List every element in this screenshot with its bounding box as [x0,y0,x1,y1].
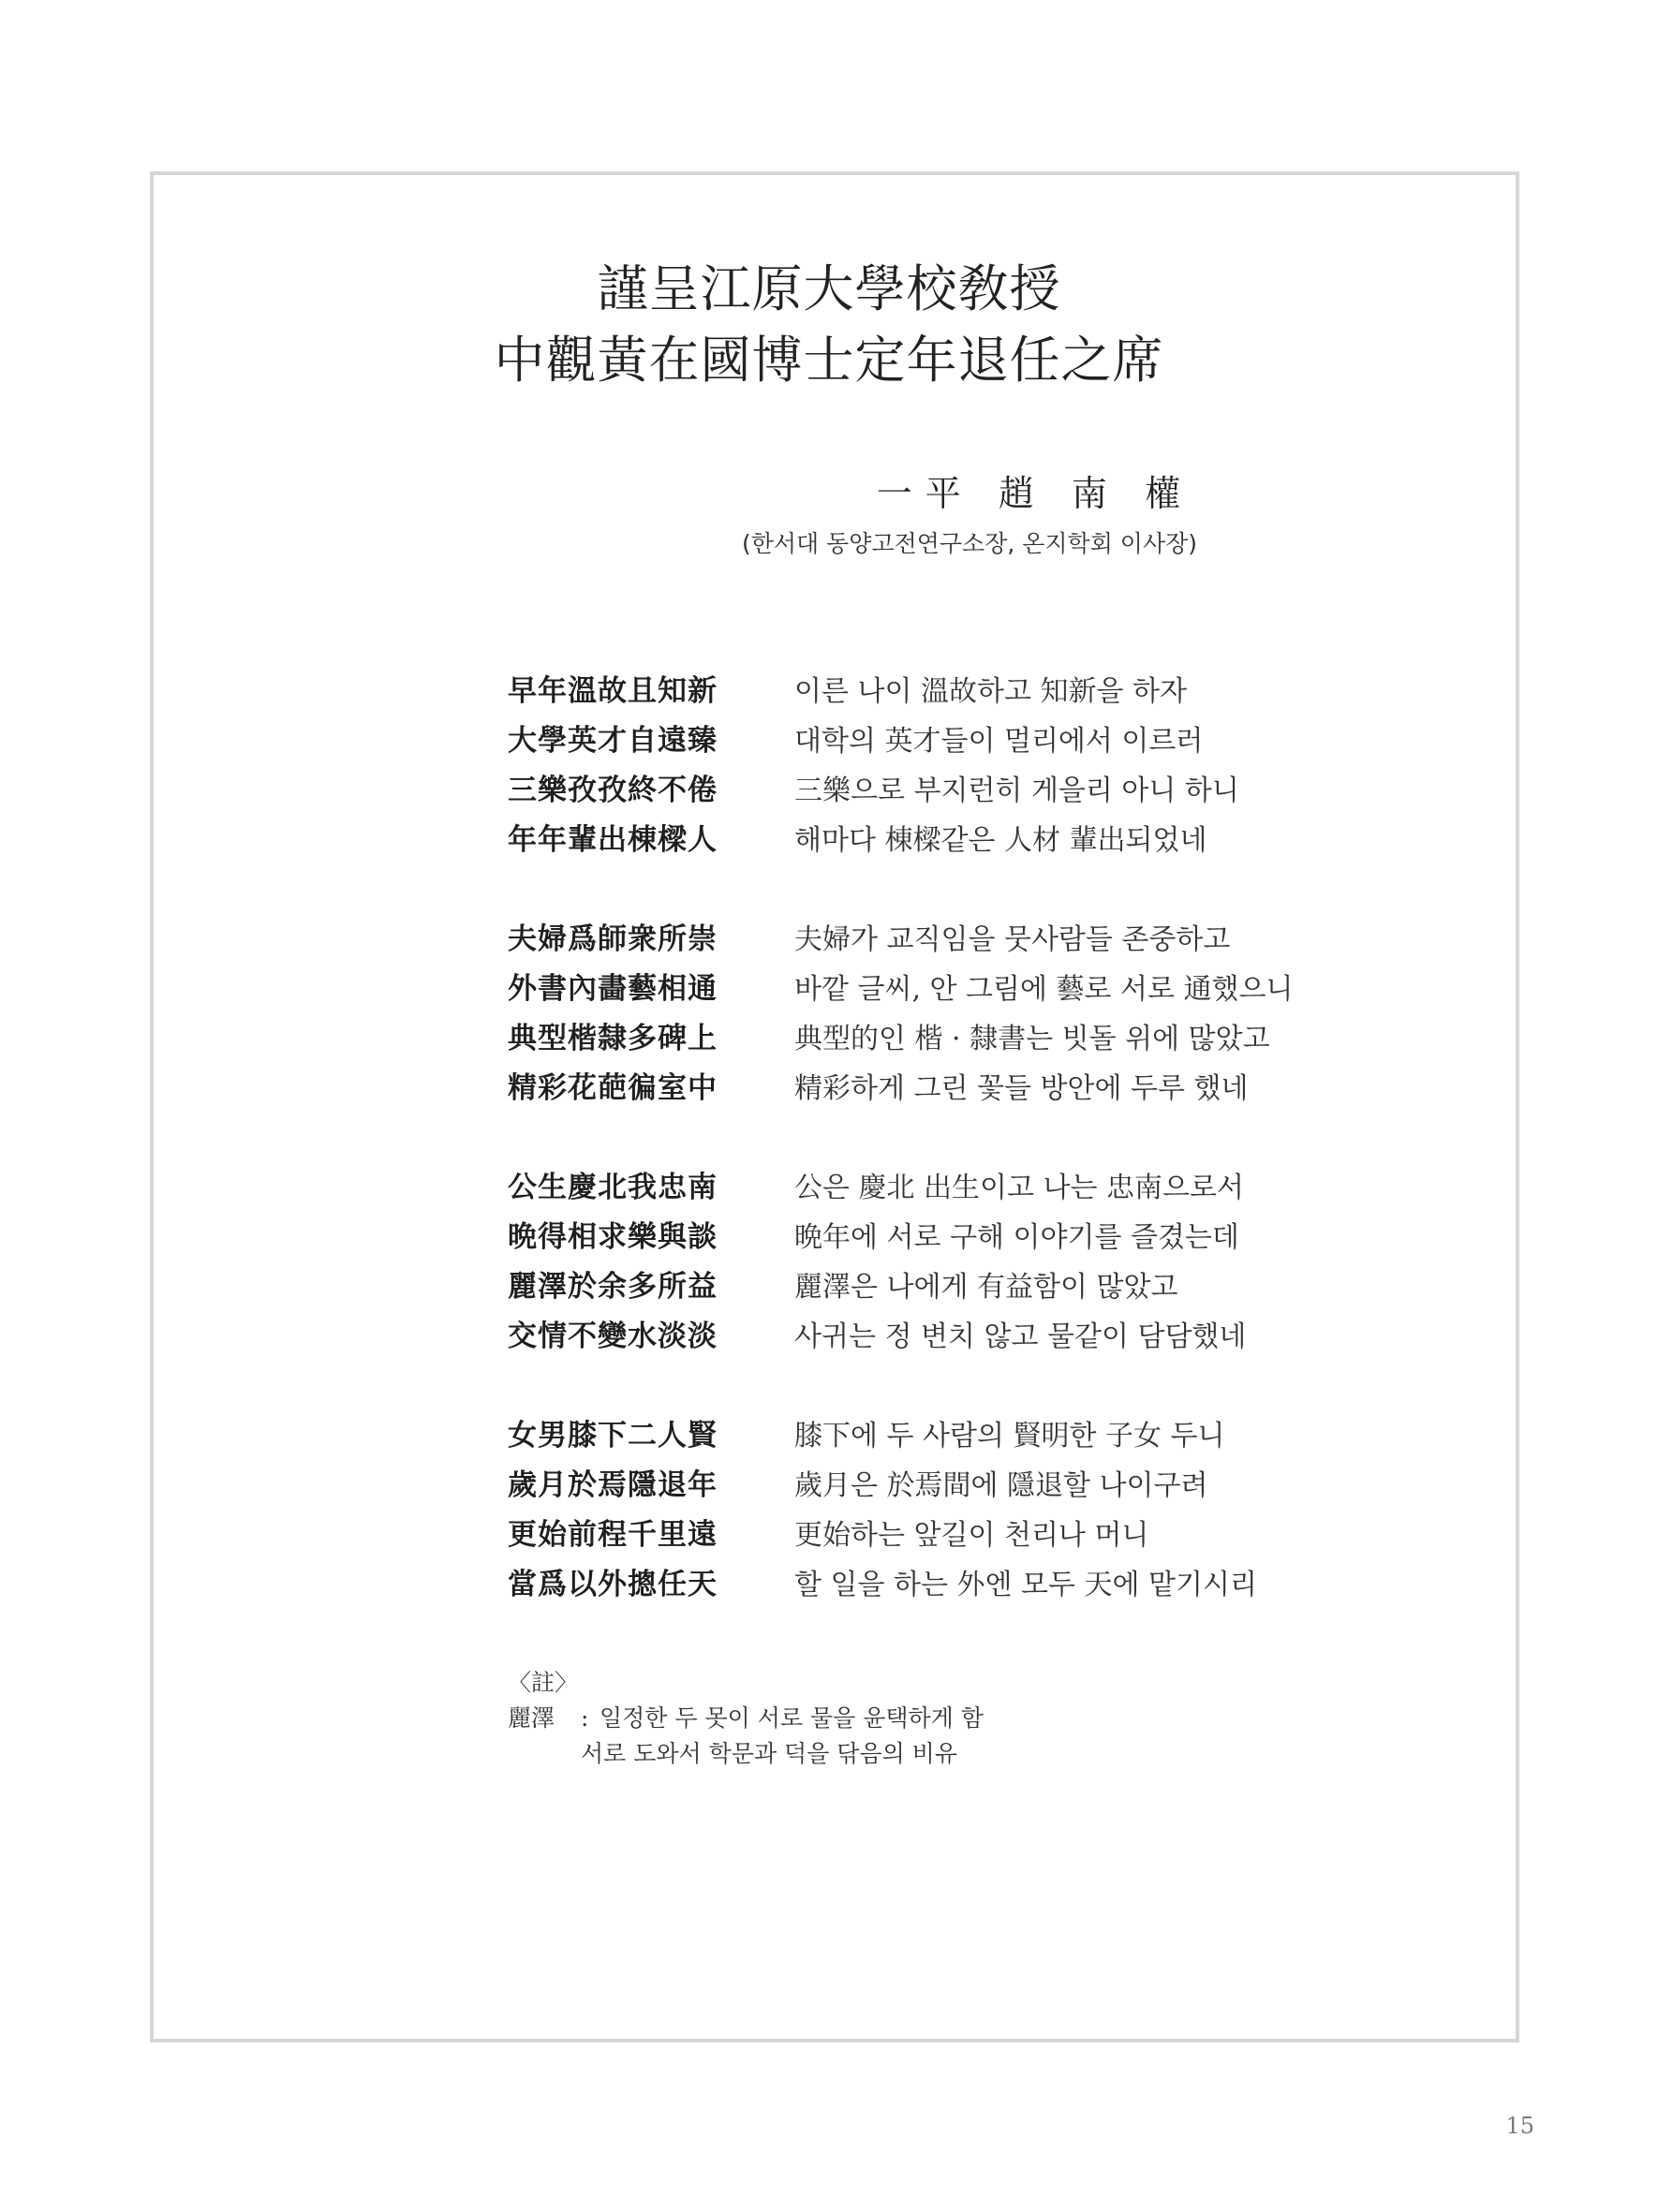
author-affiliation: (한서대 동양고전연구소장, 온지학회 이사장) [742,530,1197,557]
note-colon: : [581,1704,589,1732]
hanja-verse: 夫婦爲師衆所崇 [508,922,718,956]
hanja-verse: 早年溫故且知新 [508,674,718,708]
poem-line [508,965,1351,1014]
hanja-verse: 當爲以外摠任天 [508,1568,718,1601]
korean-translation: 歲月은 於焉間에 隱退할 나이구려 [794,1469,1208,1502]
hanja-verse: 歲月於焉隱退年 [508,1468,718,1502]
hanja-verse: 三樂孜孜終不倦 [508,774,718,807]
hanja-verse: 年年輩出棟樑人 [508,823,718,857]
poem-line [508,1262,1351,1312]
poem-line [508,1411,1351,1461]
title-line-2: 中觀黃在國博士定年退任之席 [494,331,1164,390]
hanja-verse: 麗澤於余多所益 [508,1270,718,1304]
hanja-verse: 外書內畵藝相通 [508,972,718,1006]
poem-line [508,1014,1351,1064]
stanza-3 [508,1163,1351,1362]
korean-translation: 典型的인 楷 · 隸書는 빗돌 위에 많았고 [794,1023,1270,1055]
hanja-verse: 大學英才自遠臻 [508,724,718,758]
poem-line [508,1560,1351,1610]
korean-translation: 晩年에 서로 구해 이야기를 즐겼는데 [794,1221,1239,1254]
hanja-verse: 精彩花葩徧室中 [508,1071,718,1105]
poem-line [508,1511,1351,1560]
stanza-1 [508,667,1351,865]
korean-translation: 바깥 글씨, 안 그림에 藝로 서로 通했으니 [794,973,1294,1006]
korean-translation: 更始하는 앞길이 천리나 머니 [794,1519,1149,1552]
note-definition-2: 서로 도와서 학문과 덕을 닦음의 비유 [581,1740,957,1767]
poem-line [508,1213,1351,1262]
poem-line [508,1461,1351,1511]
hanja-verse: 典型楷隸多碑上 [508,1022,718,1055]
page-number: 15 [1505,2113,1534,2139]
korean-translation: 夫婦가 교직임을 뭇사람들 존중하고 [794,923,1231,956]
poem [508,667,1351,1659]
korean-translation: 麗澤은 나에게 有益함이 많았고 [794,1271,1178,1304]
author-name: 一平 趙 南 權 [876,473,1193,514]
korean-translation: 이른 나이 溫故하고 知新을 하자 [794,675,1187,708]
hanja-verse: 公生慶北我忠南 [508,1171,718,1204]
korean-translation: 사귀는 정 변치 않고 물같이 담담했네 [794,1320,1247,1353]
note-entry [508,1701,984,1736]
korean-translation: 三樂으로 부지런히 게을리 아니 하니 [794,774,1239,807]
poem-line [508,1312,1351,1362]
korean-translation: 해마다 棟樑같은 人材 輩出되었네 [794,824,1207,857]
hanja-verse: 女男膝下二人賢 [508,1419,718,1453]
poem-line [508,1064,1351,1113]
annotation-notes [508,1665,984,1772]
hanja-verse: 更始前程千里遠 [508,1518,718,1552]
poem-line [508,816,1351,865]
korean-translation: 膝下에 두 사람의 賢明한 子女 두니 [794,1420,1225,1453]
korean-translation: 公은 慶北 出生이고 나는 忠南으로서 [794,1172,1244,1204]
stanza-2 [508,915,1351,1113]
poem-line [508,667,1351,716]
stanza-4 [508,1411,1351,1610]
korean-translation: 精彩하게 그린 꽃들 방안에 두루 했네 [794,1072,1249,1105]
title-line-1: 謹呈江原大學校敎授 [597,259,1061,318]
notes-header: 〈註〉 [508,1669,579,1696]
poem-line [508,1163,1351,1213]
hanja-verse: 晩得相求樂與談 [508,1220,718,1254]
korean-translation: 할 일을 하는 外엔 모두 天에 맡기시리 [794,1569,1257,1601]
note-term: 麗澤 [508,1704,555,1732]
poem-line [508,915,1351,965]
korean-translation: 대학의 英才들이 멀리에서 이르러 [794,725,1204,758]
poem-line [508,766,1351,816]
hanja-verse: 交情不變水淡淡 [508,1320,718,1353]
note-definition-1: 일정한 두 못이 서로 물을 윤택하게 함 [600,1704,984,1732]
poem-line [508,716,1351,766]
